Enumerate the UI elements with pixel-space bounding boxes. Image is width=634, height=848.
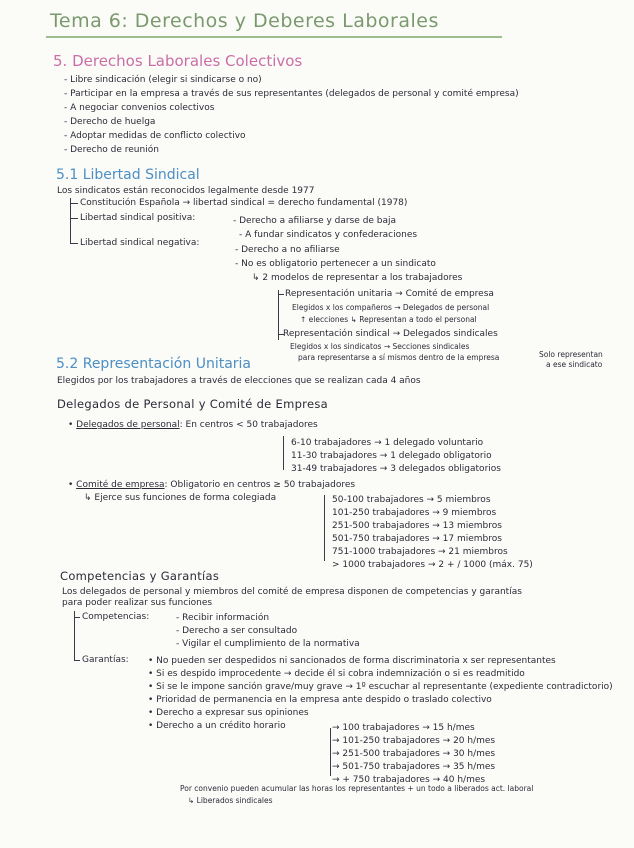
negativa-item: - Derecho a no afiliarse [235, 245, 340, 255]
competencias-item: - Derecho a ser consultado [176, 626, 298, 636]
competencias-label: Competencias: [82, 612, 150, 622]
convenio-note: ↳ Liberados sindicales [188, 796, 273, 805]
comite-item: 101-250 trabajadores → 9 miembros [332, 508, 497, 518]
libertad-intro: Los sindicatos están reconocidos legalmente desde 1977 [57, 186, 315, 196]
rep-unitaria-sub: Elegidos x los compañeros → Delegados de personal [292, 303, 490, 312]
page-title: Tema 6: Derechos y Deberes Laborales [50, 10, 439, 32]
bracket-line [74, 611, 75, 661]
comite-item: > 1000 trabajadores → 2 + / 1000 (máx. 75) [332, 560, 533, 570]
list-item: - Derecho de huelga [64, 117, 156, 127]
list-item: - Adoptar medidas de conflicto colectivo [64, 131, 246, 141]
modelos-text: ↳ 2 modelos de representar a los trabajadores [252, 273, 463, 283]
delegados-row: • Delegados de personal: En centros < 50 trabajadores [68, 420, 318, 430]
bracket-line [324, 495, 325, 561]
garantias-item: • Si se le impone sanción grave/muy grave → 1º escuchar al representante (expediente contradictorio) [148, 682, 613, 692]
positiva-label: Libertad sindical positiva: [80, 213, 196, 223]
comite-row: • Comité de empresa: Obligatorio en centros ≥ 50 trabajadores [68, 480, 356, 490]
list-item: - Libre sindicación (elegir si sindicarse o no) [64, 75, 262, 85]
list-item: - Participar en la empresa a través de sus representantes (delegados de personal y comité empresa) [64, 89, 519, 99]
comite-item: 50-100 trabajadores → 5 miembros [332, 495, 491, 505]
delegados-item: 11-30 trabajadores → 1 delegado obligatorio [291, 451, 492, 461]
bracket-line [70, 203, 78, 204]
solo-note: Solo representan [539, 350, 603, 359]
bracket-line [70, 198, 71, 244]
comite-item: 251-500 trabajadores → 13 miembros [332, 521, 502, 531]
bracket-line [70, 218, 78, 219]
negativa-label: Libertad sindical negativa: [80, 238, 200, 248]
delegados-text: : En centros < 50 trabajadores [179, 420, 318, 430]
competencias-item: - Vigilar el cumplimiento de la normativa [176, 639, 360, 649]
delegados-comite-heading: Delegados de Personal y Comité de Empresa [57, 397, 328, 411]
comite-text: : Obligatorio en centros ≥ 50 trabajadores [164, 480, 356, 490]
garantias-item: • Si es despido improcedente → decide él si cobra indemnización o si es readmitido [148, 669, 525, 679]
unitaria-intro: Elegidos por los trabajadores a través de elecciones que se realizan cada 4 años [57, 376, 421, 386]
bracket-line [70, 243, 78, 244]
title-underline [46, 36, 502, 38]
competencias-item: - Recibir información [176, 613, 270, 623]
section-5-2-heading: 5.2 Representación Unitaria [56, 356, 252, 372]
list-item: - Derecho de reunión [64, 145, 159, 155]
bracket-line [74, 617, 80, 618]
garantias-item: • Derecho a un crédito horario [148, 721, 286, 731]
bracket-line [74, 660, 80, 661]
convenio-note: Por convenio pueden acumular las horas los representantes + un todo a liberados act. laboral [180, 784, 534, 793]
delegados-item: 6-10 trabajadores → 1 delegado voluntario [291, 438, 484, 448]
horas-item: → 100 trabajadores → 15 h/mes [332, 723, 475, 733]
positiva-item: - Derecho a afiliarse y darse de baja [233, 216, 397, 226]
bracket-line [278, 294, 284, 295]
rep-sindical-sub: para representarse a sí mismos dentro de la empresa [298, 353, 500, 362]
comite-item: 751-1000 trabajadores → 21 miembros [332, 547, 508, 557]
horas-item: → 251-500 trabajadores → 30 h/mes [332, 749, 496, 759]
bracket-line [330, 728, 331, 776]
horas-item: → + 750 trabajadores → 40 h/mes [332, 775, 486, 785]
garantias-item: • Prioridad de permanencia en la empresa ante despido o traslado colectivo [148, 695, 492, 705]
rep-unitaria-sub: ↑ elecciones ↳ Representan a todo el personal [300, 315, 477, 324]
rep-sindical: Representación sindical → Delegados sindicales [283, 329, 498, 339]
comite-item: 501-750 trabajadores → 17 miembros [332, 534, 502, 544]
garantias-label: Garantías: [82, 655, 129, 665]
positiva-item: - A fundar sindicatos y confederaciones [239, 230, 418, 240]
delegados-label: Delegados de personal [76, 420, 180, 430]
constitucion-text: Constitución Española → libertad sindical = derecho fundamental (1978) [80, 198, 408, 208]
comite-sub: ↳ Ejerce sus funciones de forma colegiada [84, 493, 277, 503]
rep-unitaria: Representación unitaria → Comité de empresa [285, 289, 494, 299]
rep-sindical-sub: Elegidos x los sindicatos → Secciones sindicales [290, 342, 470, 351]
delegados-item: 31-49 trabajadores → 3 delegados obligatorios [291, 464, 501, 474]
competencias-intro: Los delegados de personal y miembros del comité de empresa disponen de competencias y garantías [62, 587, 522, 597]
horas-item: → 501-750 trabajadores → 35 h/mes [332, 762, 496, 772]
comite-label: Comité de empresa [76, 480, 165, 490]
negativa-item: - No es obligatorio pertenecer a un sindicato [235, 259, 436, 269]
garantias-item: • No pueden ser despedidos ni sancionados de forma discriminatoria x ser representantes [148, 656, 556, 666]
bracket-line [278, 290, 279, 340]
list-item: - A negociar convenios colectivos [64, 103, 215, 113]
solo-note: a ese sindicato [546, 360, 603, 369]
bracket-line [283, 436, 284, 470]
garantias-item: • Derecho a expresar sus opiniones [148, 708, 309, 718]
competencias-intro: para poder realizar sus funciones [62, 598, 213, 608]
section-5-heading: 5. Derechos Laborales Colectivos [53, 52, 303, 70]
horas-item: → 101-250 trabajadores → 20 h/mes [332, 736, 496, 746]
competencias-heading: Competencias y Garantías [60, 569, 220, 583]
section-5-1-heading: 5.1 Libertad Sindical [56, 167, 200, 183]
